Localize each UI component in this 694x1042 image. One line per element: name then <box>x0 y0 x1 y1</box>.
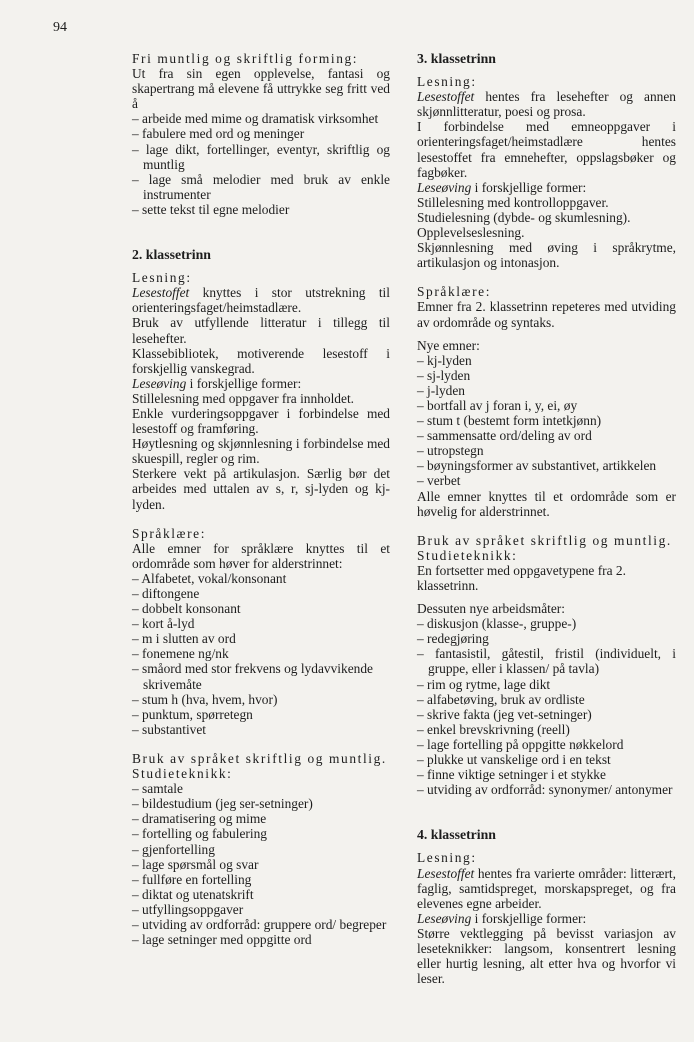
page-number: 94 <box>53 20 67 35</box>
paragraph <box>417 866 676 911</box>
paragraph-text: hentes fra lesehefter og annen skjønnlitteratur, poesi og prosa. <box>417 89 676 120</box>
list-item: – j-lyden <box>417 383 676 398</box>
list-item: – dobbelt konsonant <box>132 601 390 616</box>
list-item: – utropstegn <box>417 443 676 458</box>
emphasis-term: Lesestoffet <box>132 285 190 301</box>
paragraph <box>132 285 390 315</box>
paragraph: I forbindelse med emneoppgaver i orienteringsfaget/heimstadlære hentes lesestoffet fra emnehefter, oppslagsbøker og fagbøker. <box>417 119 676 180</box>
paragraph: Alle emner for språklære knyttes til et ordområde som høver for alderstrinnet: <box>132 540 390 571</box>
subsection-title: Bruk av språket skriftlig og muntlig. Studieteknikk: <box>132 750 387 782</box>
subsection-title: Lesning: <box>132 270 192 286</box>
paragraph-text: hentes fra varierte områder: litterært, faglig, samtidspreget, morskapspreget, og fra elevenes egne arbeider. <box>417 865 676 911</box>
list-item: – Alfabetet, vokal/konsonant <box>132 571 390 586</box>
paragraph-text: i forskjellige former: <box>471 179 587 195</box>
paragraph: Opplevelseslesning. <box>417 225 525 241</box>
list-item: – bøyningsformer av substantivet, artikkelen <box>417 458 676 473</box>
section-heading: 4. klassetrinn <box>417 827 496 843</box>
section-bruk-av-spraket <box>132 751 390 947</box>
list-item: – utfyllingsoppgaver <box>132 902 390 917</box>
list-item: – rim og rytme, lage dikt <box>417 677 676 692</box>
section-title: Fri muntlig og skriftlig forming: <box>132 51 359 66</box>
subsection-title: Bruk av språket skriftlig og muntlig. Studieteknikk: <box>417 532 672 563</box>
section-3-klassetrinn <box>417 51 676 270</box>
paragraph: En fortsetter med oppgavetypene fra 2. klassetrinn. <box>417 562 626 593</box>
paragraph: Skjønnlesning med øving i språkrytme, artikulasjon og intonasjon. <box>417 240 676 271</box>
bullet-list <box>417 616 676 797</box>
list-item: – utviding av ordforråd: gruppere ord/ begreper <box>132 917 390 932</box>
right-column <box>417 51 676 986</box>
list-item: – dramatisering og mime <box>132 811 390 826</box>
paragraph <box>417 89 676 119</box>
list-item: – lage små melodier med bruk av enkle instrumenter <box>132 172 390 202</box>
emphasis-term: Lesestoffet <box>417 865 475 881</box>
section-2-klassetrinn <box>132 247 390 512</box>
list-item: – punktum, spørretegn <box>132 707 390 722</box>
paragraph-text: knyttes i stor utstrekning til orienteringsfaget/heimstadlære. <box>132 285 390 316</box>
list-item: – diftongene <box>132 586 390 601</box>
list-item: – diktat og utenatskrift <box>132 887 390 902</box>
list-item: – lage fortelling på oppgitte nøkkelord <box>417 737 676 752</box>
paragraph: Emner fra 2. klassetrinn repeteres med utviding av ordområde og syntaks. <box>417 299 676 330</box>
list-item: – lage setninger med oppgitte ord <box>132 932 390 947</box>
list-item: – bortfall av j foran i, y, ei, øy <box>417 398 676 413</box>
subsection-title: Språklære: <box>417 284 492 300</box>
emphasis-term: Lesestoffet <box>417 89 475 105</box>
paragraph: Nye emner: <box>417 337 480 353</box>
emphasis-term: Leseøving <box>417 910 472 926</box>
emphasis-term: Leseøving <box>417 179 472 195</box>
section-spraklaere <box>132 526 390 737</box>
section-heading: 2. klassetrinn <box>132 247 211 263</box>
list-item: – verbet <box>417 473 676 488</box>
list-item: – gjenfortelling <box>132 842 390 857</box>
list-item: – fullføre en fortelling <box>132 872 390 887</box>
subsection-title: Lesning: <box>417 74 477 90</box>
paragraph: Bruk av utfyllende litteratur i tillegg til lesehefter. <box>132 315 390 346</box>
paragraph <box>417 180 676 195</box>
section-fri-forming <box>132 51 390 217</box>
section-spraklaere <box>417 284 676 518</box>
paragraph <box>417 911 676 926</box>
paragraph-text: i forskjellige former: <box>186 375 302 391</box>
list-item: – arbeide med mime og dramatisk virksomhet <box>132 111 390 126</box>
paragraph <box>132 376 390 391</box>
paragraph: Enkle vurderingsoppgaver i forbindelse med lesestoff og framføring. <box>132 405 390 437</box>
section-bruk-av-spraket <box>417 533 676 798</box>
paragraph: Sterkere vekt på artikulasjon. Særlig bør det arbeides med uttalen av s, r, sj-lyden og kj-lyden. <box>132 466 390 512</box>
subsection-title: Språklære: <box>132 525 207 541</box>
list-item: – m i slutten av ord <box>132 631 390 646</box>
list-item: – kj-lyden <box>417 353 676 368</box>
list-item: – fonemene ng/nk <box>132 646 390 661</box>
paragraph: Klassebibliotek, motiverende lesestoff i forskjellig vanskegrad. <box>132 345 390 376</box>
list-item: – plukke ut vanskelige ord i en tekst <box>417 752 676 767</box>
list-item: – samtale <box>132 781 390 796</box>
section-4-klassetrinn <box>417 827 676 986</box>
paragraph: Stillelesning med oppgaver fra innholdet. <box>132 390 355 406</box>
bullet-list <box>132 571 390 737</box>
list-item: – småord med stor frekvens og lydavvikende skrivemåte <box>132 661 390 691</box>
paragraph: Ut fra sin egen opplevelse, fantasi og skapertrang må elevene få uttrykke seg fritt ved å <box>132 66 390 112</box>
paragraph: Studielesning (dybde- og skumlesning). <box>417 209 631 225</box>
list-item: – sette tekst til egne melodier <box>132 202 390 217</box>
list-item: – fantasistil, gåtestil, fristil (individuelt, i gruppe, eller i klassen/ på tavla) <box>417 646 676 676</box>
list-item: – utviding av ordforråd: synonymer/ antonymer <box>417 782 676 797</box>
paragraph: Dessuten nye arbeidsmåter: <box>417 601 565 617</box>
paragraph: Høytlesning og skjønnlesning i forbindelse med skuespill, regler og rim. <box>132 436 390 467</box>
section-heading: 3. klassetrinn <box>417 51 496 66</box>
paragraph: Stillelesning med kontrolloppgaver. <box>417 194 609 210</box>
list-item: – finne viktige setninger i et stykke <box>417 767 676 782</box>
list-item: – sammensatte ord/deling av ord <box>417 428 676 443</box>
list-item: – bildestudium (jeg ser-setninger) <box>132 796 390 811</box>
list-item: – lage spørsmål og svar <box>132 857 390 872</box>
list-item: – sj-lyden <box>417 368 676 383</box>
list-item: – kort å-lyd <box>132 616 390 631</box>
bullet-list <box>132 111 390 217</box>
paragraph-text: i forskjellige former: <box>471 910 587 926</box>
paragraph: Større vektlegging på bevisst variasjon av leseteknikker: langsom, konsentrert lesning eller hurtig lesning, alt etter hva og hvorfor vi leser. <box>417 925 676 987</box>
subsection-title: Lesning: <box>417 850 477 866</box>
left-column <box>132 51 390 947</box>
list-item: – fabulere med ord og meninger <box>132 126 390 141</box>
list-item: – diskusjon (klasse-, gruppe-) <box>417 616 676 631</box>
bullet-list <box>417 353 676 489</box>
list-item: – alfabetøving, bruk av ordliste <box>417 692 676 707</box>
list-item: – fortelling og fabulering <box>132 826 390 841</box>
list-item: – skrive fakta (jeg vet-setninger) <box>417 707 676 722</box>
list-item: – redegjøring <box>417 631 676 646</box>
list-item: – stum h (hva, hvem, hvor) <box>132 692 390 707</box>
list-item: – enkel brevskrivning (reell) <box>417 722 676 737</box>
list-item: – lage dikt, fortellinger, eventyr, skriftlig og muntlig <box>132 142 390 172</box>
emphasis-term: Leseøving <box>132 375 187 391</box>
list-item: – substantivet <box>132 722 390 737</box>
bullet-list <box>132 781 390 947</box>
paragraph: Alle emner knyttes til et ordområde som er høvelig for alderstrinnet. <box>417 488 676 519</box>
list-item: – stum t (bestemt form intetkjønn) <box>417 413 676 428</box>
